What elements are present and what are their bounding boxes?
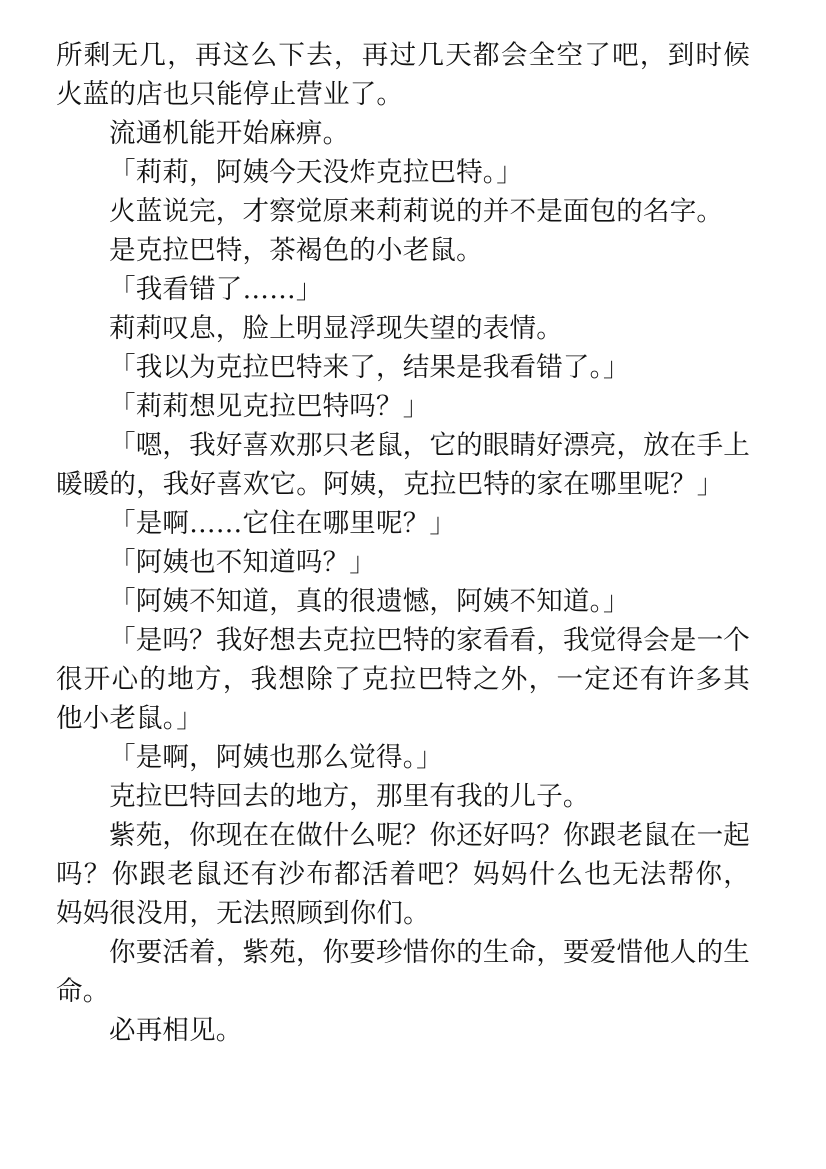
paragraph: 「莉莉，阿姨今天没炸克拉巴特。」 bbox=[109, 157, 523, 188]
paragraph: 所剩无几，再这么下去，再过几天都会全空了吧，到时候火蓝的店也只能停止营业了。 bbox=[56, 40, 750, 110]
paragraph: 「阿姨也不知道吗？」 bbox=[109, 547, 376, 578]
paragraph: 「莉莉想见克拉巴特吗？」 bbox=[109, 391, 430, 422]
paragraph: 「阿姨不知道，真的很遗憾，阿姨不知道。」 bbox=[109, 586, 630, 617]
paragraph: 「嗯，我好喜欢那只老鼠，它的眼睛好漂亮，放在手上暖暖的，我好喜欢它。阿姨，克拉巴特的家在哪里呢？」 bbox=[56, 430, 750, 500]
paragraph: 流通机能开始麻痹。 bbox=[109, 118, 350, 149]
paragraph: 火蓝说完，才察觉原来莉莉说的并不是面包的名字。 bbox=[109, 196, 724, 227]
paragraph: 「是啊，阿姨也那么觉得。」 bbox=[109, 742, 443, 773]
paragraph: 你要活着，紫苑，你要珍惜你的生命，要爱惜他人的生命。 bbox=[56, 937, 750, 1007]
paragraph: 必再相见。 bbox=[109, 1015, 243, 1046]
paragraph: 莉莉叹息，脸上明显浮现失望的表情。 bbox=[109, 313, 563, 344]
paragraph: 紫苑，你现在在做什么呢？你还好吗？你跟老鼠在一起吗？你跟老鼠还有沙布都活着吧？妈妈什么也无法帮你，妈妈很没用，无法照顾到你们。 bbox=[56, 820, 750, 929]
paragraph: 「我以为克拉巴特来了，结果是我看错了。」 bbox=[109, 352, 630, 383]
paragraph: 「是啊……它住在哪里呢？」 bbox=[109, 508, 457, 539]
document-page bbox=[56, 36, 750, 1050]
paragraph: 是克拉巴特，茶褐色的小老鼠。 bbox=[109, 235, 483, 266]
paragraph: 克拉巴特回去的地方，那里有我的儿子。 bbox=[109, 781, 590, 812]
paragraph: 「我看错了……」 bbox=[109, 274, 323, 305]
paragraph: 「是吗？我好想去克拉巴特的家看看，我觉得会是一个很开心的地方，我想除了克拉巴特之外，一定还有许多其他小老鼠。」 bbox=[56, 625, 750, 734]
